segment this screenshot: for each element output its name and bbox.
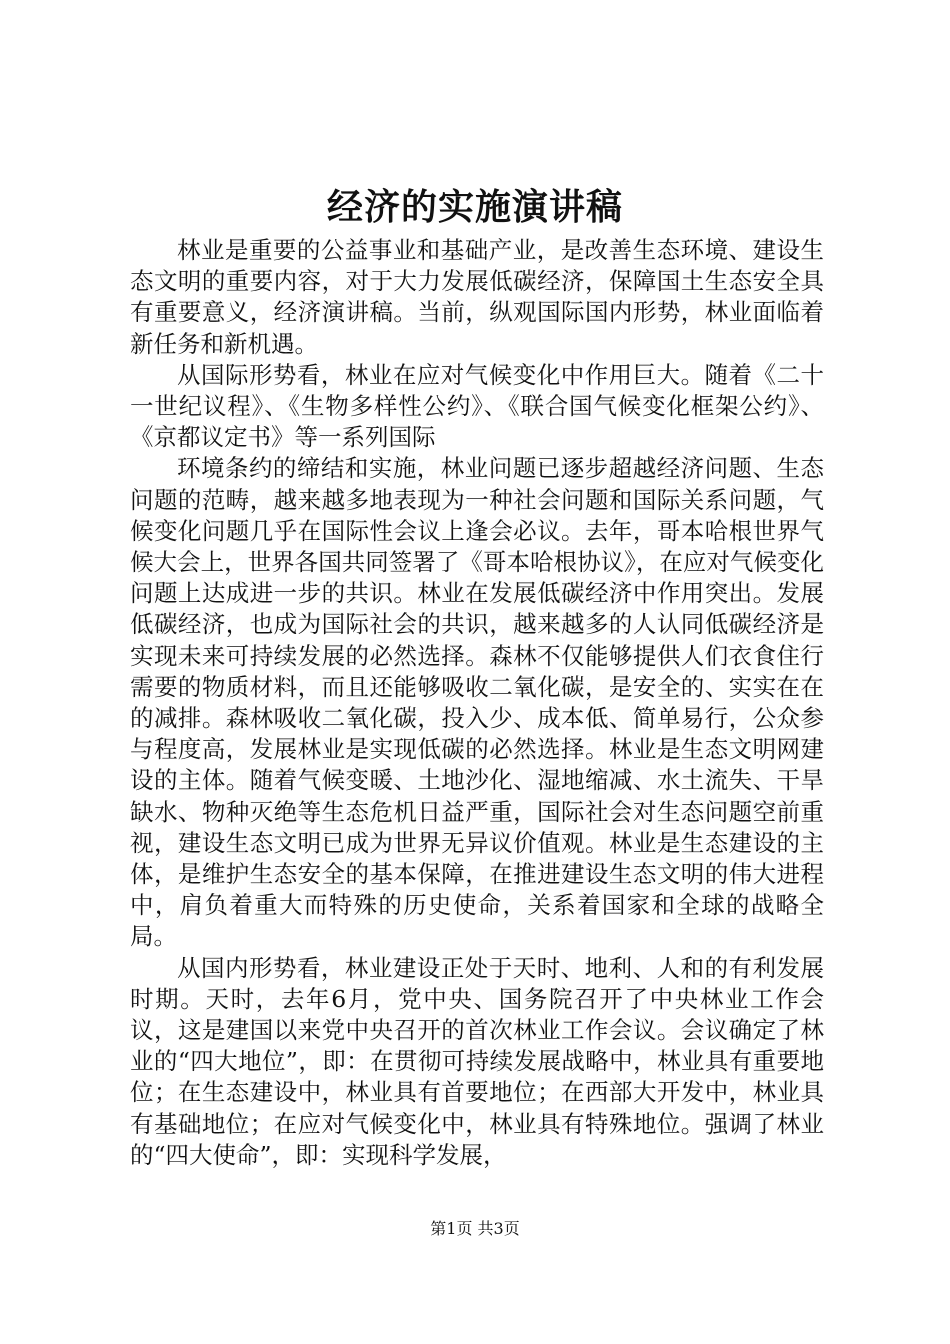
paragraph-4: 从国内形势看，林业建设正处于天时、地利、人和的有利发展时期。天时，去年6月，党中央、国务院召开了中央林业工作会议，这是建国以来党中央召开的首次林业工作会议。会议确定了林业的“四大地位”，即：在贯彻可持续发展战略中，林业具有重要地位；在生态建设中，林业具有首要地位；在西部大开发中，林业具有基础地位；在应对气候变化中，林业具有特殊地位。强调了林业的“四大使命”，即：实现科学发展， [130,953,824,1169]
document-title: 经济的实施演讲稿 [326,186,623,228]
paragraph-3: 环境条约的缔结和实施，林业问题已逐步超越经济问题、生态问题的范畴，越来越多地表现为一种社会问题和国际关系问题，气候变化问题几乎在国际性会议上逢会必议。去年，哥本哈根世界气候大会上，世界各国共同签署了《哥本哈根协议》，在应对气候变化问题上达成进一步的共识。林业在发展低碳经济中作用突出。发展低碳经济，也成为国际社会的共识，越来越多的人认同低碳经济是实现未来可持续发展的必然选择。森林不仅能够提供人们衣食住行需要的物质材料，而且还能够吸收二氧化碳，是安全的、实实在在的减排。森林吸收二氧化碳，投入少、成本低、简单易行，公众参与程度高，发展林业是实现低碳的必然选择。林业是生态文明网建设的主体。随着气候变暖、土地沙化、湿地缩减、水土流失、干旱缺水、物种灭绝等生态危机日益严重，国际社会对生态问题空前重视，建设生态文明已成为世界无异议价值观。林业是生态建设的主体，是维护生态安全的基本保障，在推进建设生态文明的伟大进程中，肩负着重大而特殊的历史使命，关系着国家和全球的战略全局。 [130,454,824,951]
paragraph-1: 林业是重要的公益事业和基础产业，是改善生态环境、建设生态文明的重要内容，对于大力发展低碳经济，保障国土生态安全具有重要意义，经济演讲稿。当前，纵观国际国内形势，林业面临着新任务和新机遇。 [130,236,824,358]
paragraph-2: 从国际形势看，林业在应对气候变化中作用巨大。随着《二十一世纪议程》、《生物多样性公约》、《联合国气候变化框架公约》、《京都议定书》等一系列国际 [130,360,824,452]
page-number-footer: 第1页 共3页 [430,1219,520,1238]
document-body [130,235,824,1171]
